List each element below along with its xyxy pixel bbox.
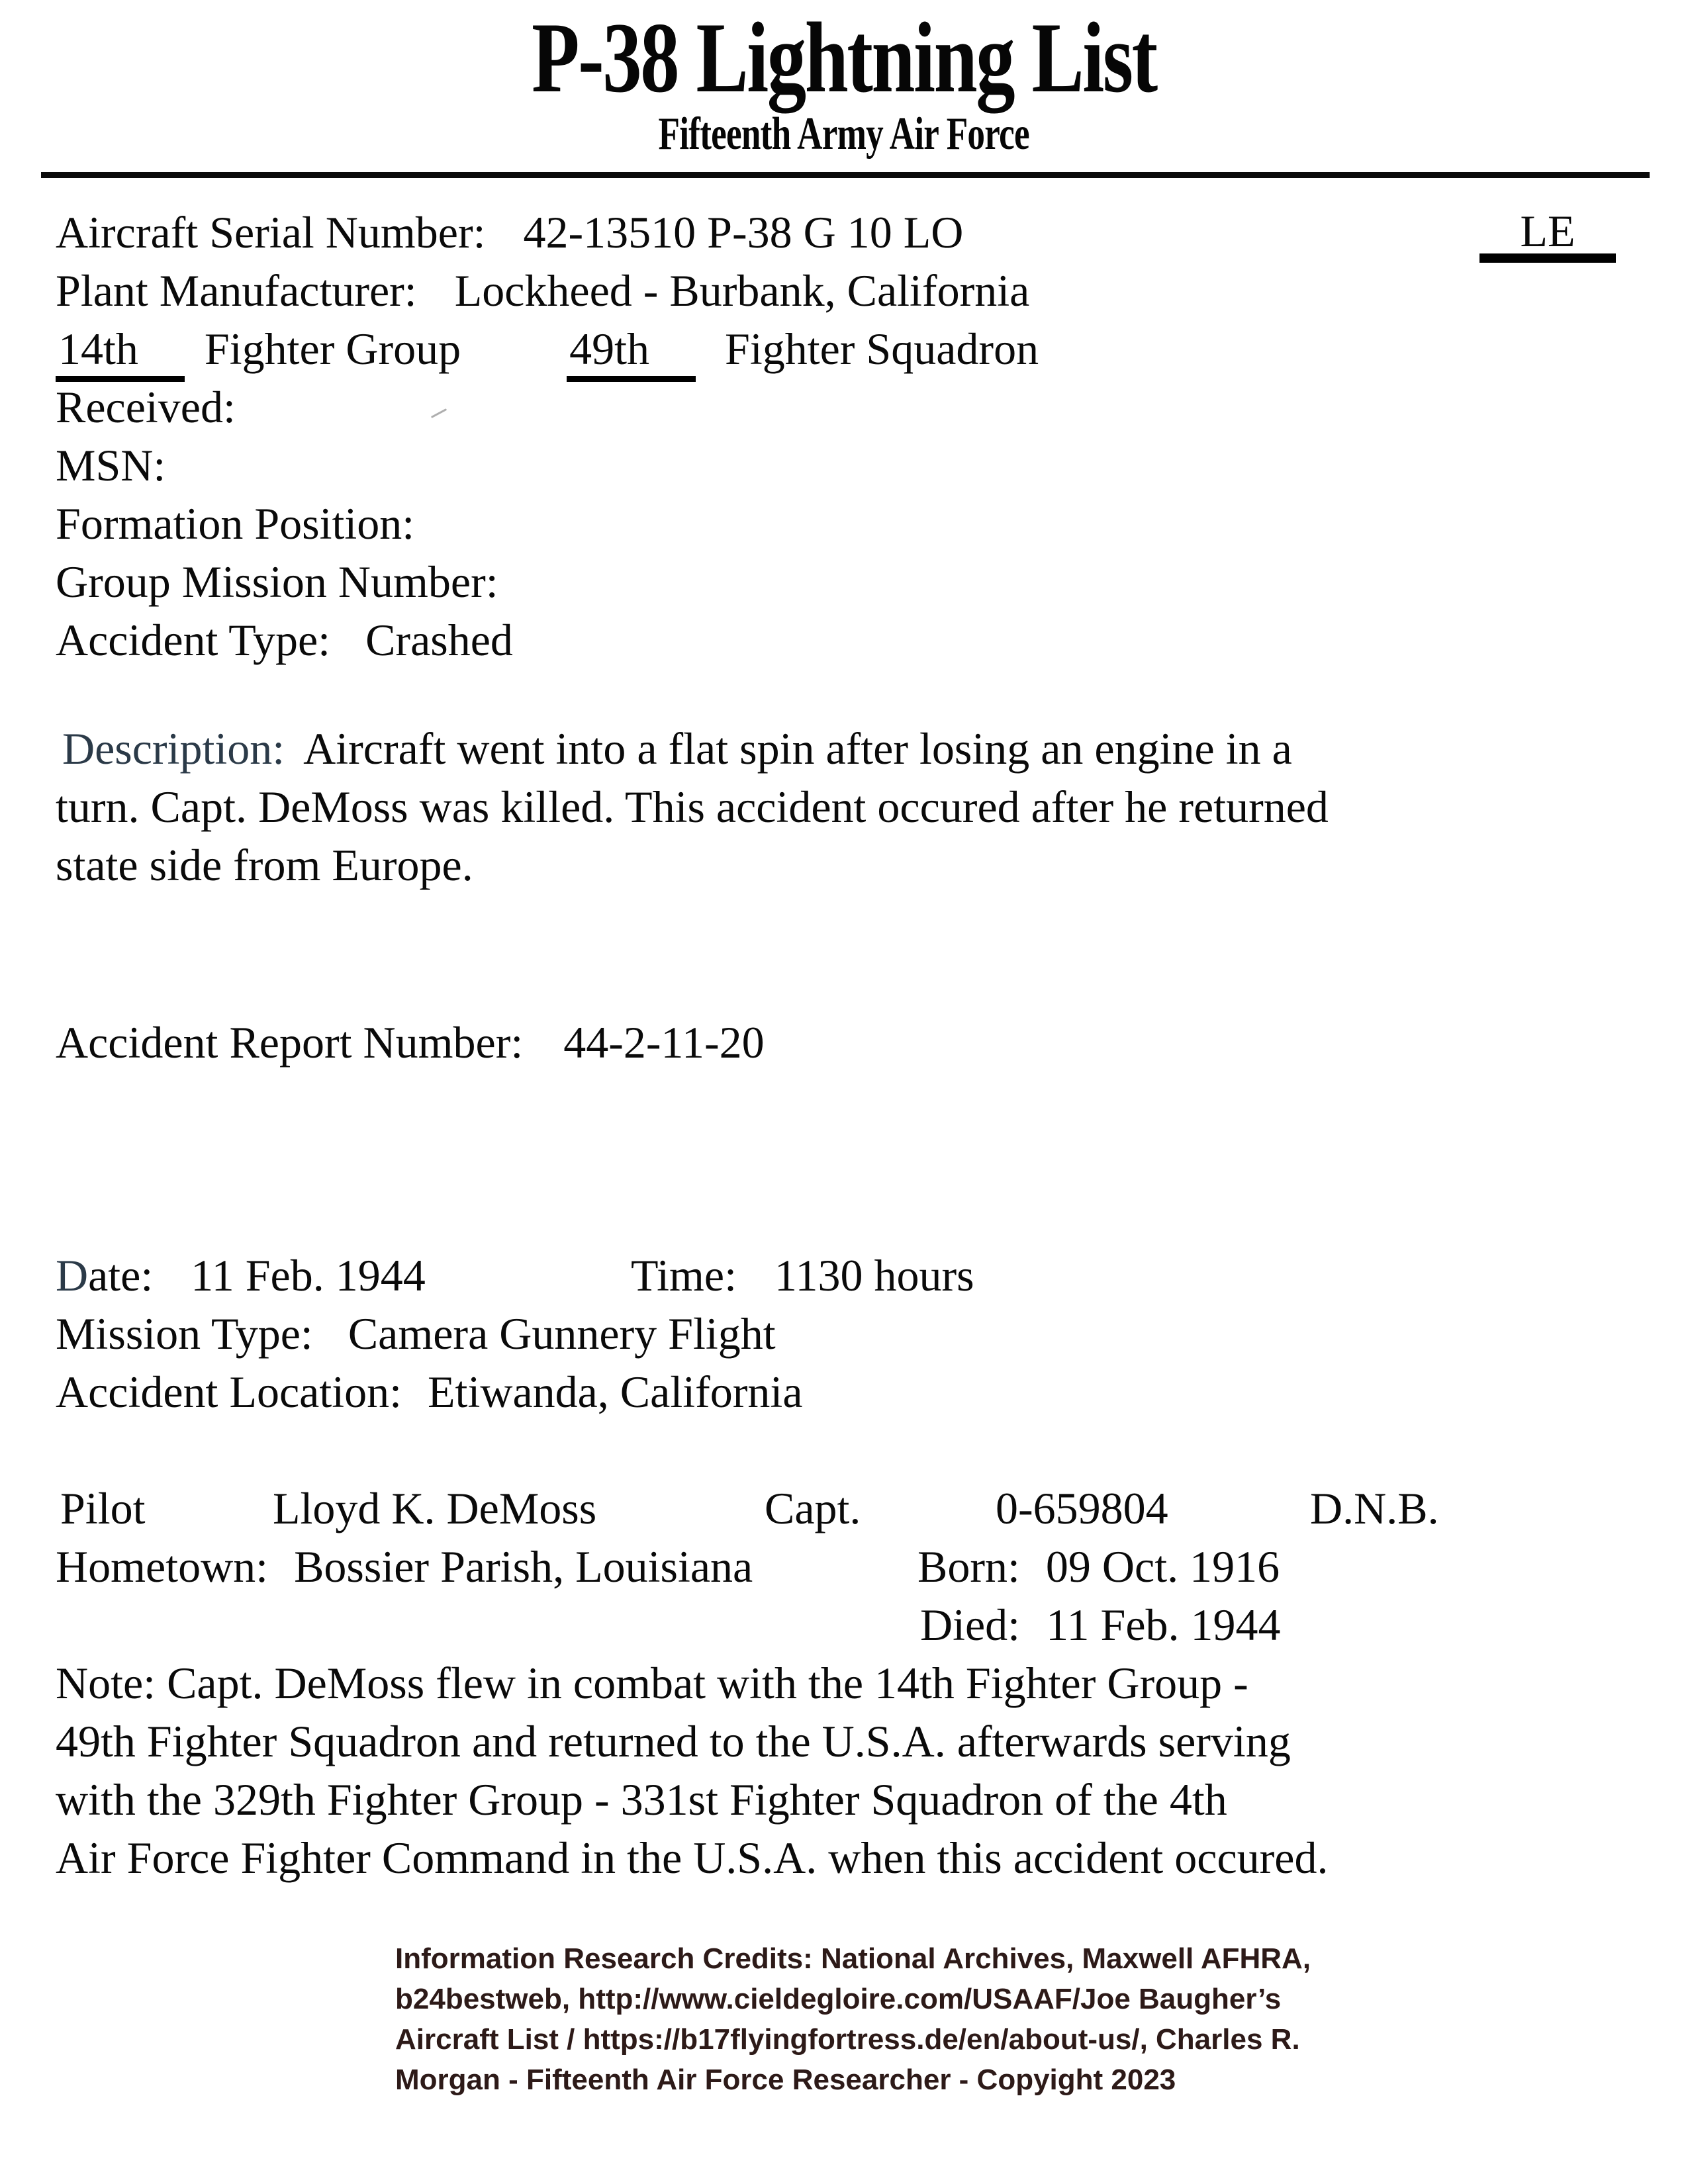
- text-line: b24bestweb, http://www.cieldegloire.com/USAAF/Joe Baugher’s: [395, 1983, 1282, 2015]
- text-line: Air Force Fighter Command in the U.S.A. when this accident occured.: [56, 1833, 1329, 1883]
- pilot-rank: Capt.: [765, 1483, 861, 1533]
- pilot-name: Lloyd K. DeMoss: [273, 1483, 597, 1533]
- description-continuation: [56, 778, 1648, 894]
- text-line: Aircraft List / https://b17flyingfortress.de/en/about-us/, Charles R.: [395, 2023, 1300, 2056]
- born-group: [917, 1537, 1280, 1596]
- died-label: Died:: [920, 1600, 1021, 1650]
- divider-rule: [41, 172, 1650, 178]
- date-label: Date:: [56, 1250, 154, 1300]
- serial-number-label: Aircraft Serial Number:: [56, 207, 486, 257]
- text-line: Note: Capt. DeMoss flew in combat with the 14th Fighter Group -: [56, 1658, 1248, 1708]
- time-group: [631, 1246, 974, 1304]
- date-value: 11 Feb. 1944: [191, 1250, 426, 1300]
- group-mission-label: Group Mission Number:: [56, 557, 498, 607]
- accident-type-row: [56, 611, 1648, 669]
- accident-report-label: Accident Report Number:: [56, 1017, 524, 1068]
- received-label: Received:: [56, 382, 236, 432]
- subtitle-row: [0, 109, 1688, 164]
- time-value: 1130 hours: [774, 1250, 974, 1300]
- hometown-label: Hometown:: [56, 1541, 269, 1592]
- accident-location-value: Etiwanda, California: [428, 1367, 803, 1417]
- text-line: 49th Fighter Squadron and returned to the U.S.A. afterwards serving: [56, 1716, 1291, 1766]
- born-value: 09 Oct. 1916: [1045, 1541, 1280, 1592]
- description-first-line: [56, 719, 1648, 778]
- pilot-row: [56, 1479, 1648, 1537]
- text-line: Information Research Credits: National Archives, Maxwell AFHRA,: [395, 1942, 1311, 1975]
- footer-credits: [395, 1938, 1648, 2100]
- scan-stray-mark: [431, 408, 447, 418]
- group-mission-row: [56, 553, 1648, 611]
- hometown-row: [56, 1537, 1648, 1596]
- serial-number-row: [56, 203, 1648, 261]
- squadron-code-value: LE: [1479, 203, 1616, 263]
- mission-type-label: Mission Type:: [56, 1308, 313, 1359]
- accident-report-section: [56, 1013, 1648, 1071]
- title-row: [0, 0, 1688, 113]
- description-text: Aircraft went into a flat spin after losing an engine in a: [303, 723, 1292, 774]
- text-line: with the 329th Fighter Group - 331st Fighter Squadron of the 4th: [56, 1774, 1227, 1825]
- fighter-group-number: 14th: [56, 324, 185, 382]
- aircraft-info-section: [56, 203, 1648, 669]
- document-body: [0, 203, 1688, 2100]
- formation-position-row: [56, 494, 1648, 553]
- pilot-status: D.N.B.: [1310, 1483, 1439, 1533]
- mission-section: [56, 1246, 1648, 1421]
- accident-report-value: 44-2-11-20: [563, 1017, 765, 1068]
- msn-row: [56, 436, 1648, 494]
- serial-number-value: 42-13510 P-38 G 10 LO: [523, 207, 964, 257]
- text-line: turn. Capt. DeMoss was killed. This accident occured after he returned: [56, 782, 1329, 832]
- note-section: [56, 1654, 1648, 1887]
- accident-location-label: Accident Location:: [56, 1367, 402, 1417]
- accident-report-row: [56, 1013, 1648, 1071]
- died-group: [920, 1596, 1281, 1654]
- page-subtitle: Fifteenth Army Air Force: [658, 109, 1030, 159]
- received-row: [56, 378, 1648, 436]
- accident-type-label: Accident Type:: [56, 615, 331, 665]
- fighter-squadron-number: 49th: [567, 324, 696, 382]
- description-section: [56, 719, 1648, 894]
- time-label: Time:: [631, 1250, 737, 1300]
- fighter-group-label: Fighter Group: [204, 324, 461, 374]
- born-label: Born:: [917, 1541, 1020, 1592]
- date-time-row: [56, 1246, 1648, 1304]
- pilot-service-number: 0-659804: [996, 1483, 1168, 1533]
- died-value: 11 Feb. 1944: [1046, 1600, 1281, 1650]
- msn-label: MSN:: [56, 440, 166, 490]
- text-line: Morgan - Fifteenth Air Force Researcher - Copyight 2023: [395, 2064, 1176, 2096]
- plant-value: Lockheed - Burbank, California: [454, 265, 1030, 316]
- plant-row: [56, 261, 1648, 320]
- description-label: Description:: [62, 723, 285, 774]
- header: [0, 0, 1688, 178]
- pilot-role-label: Pilot: [60, 1483, 146, 1533]
- mission-type-value: Camera Gunnery Flight: [348, 1308, 776, 1359]
- fighter-squadron-label: Fighter Squadron: [725, 324, 1039, 374]
- died-row: [56, 1596, 1648, 1654]
- formation-position-label: Formation Position:: [56, 498, 415, 549]
- pilot-section: [56, 1479, 1648, 1654]
- hometown-value: Bossier Parish, Louisiana: [294, 1541, 753, 1592]
- accident-location-row: [56, 1363, 1648, 1421]
- unit-row: [56, 320, 1648, 378]
- page-title: P-38 Lightning List: [532, 2, 1156, 113]
- text-line: state side from Europe.: [56, 840, 473, 890]
- plant-label: Plant Manufacturer:: [56, 265, 417, 316]
- mission-type-row: [56, 1304, 1648, 1363]
- accident-type-value: Crashed: [365, 615, 513, 665]
